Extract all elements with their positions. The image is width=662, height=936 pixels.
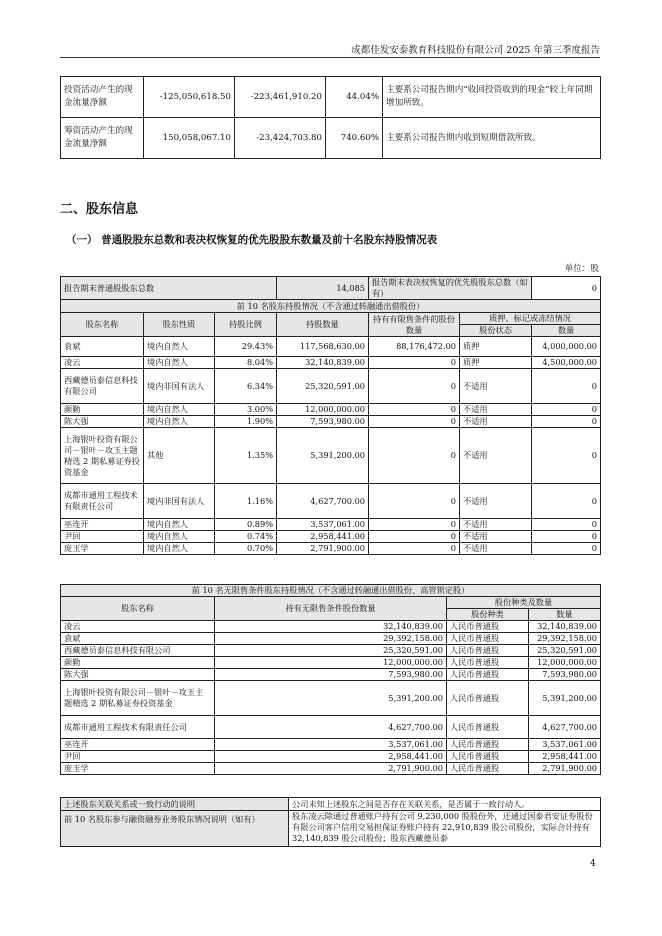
total-holders-value: 14,085: [277, 277, 369, 300]
cashflow-previous: -223,461,910.20: [235, 77, 326, 118]
unrestricted-shares: 2,791,900.00: [215, 763, 447, 775]
shareholder-status: 质押: [460, 337, 532, 357]
unrestricted-shares: 12,000,000.00: [215, 657, 447, 669]
cashflow-item: 筹资活动产生的现金流量净额: [61, 118, 144, 159]
unl-header-type-group: 股份种类及数量: [447, 597, 601, 609]
shareholder-qty: 0: [532, 531, 601, 543]
shareholder-name: 西藏德员泰信息科技有限公司: [61, 369, 144, 404]
unrestricted-qty: 2,791,900.00: [529, 763, 601, 775]
shareholder-restricted: 0: [369, 357, 460, 369]
shareholder-status: 不适用: [460, 484, 532, 519]
unrestricted-name: 巫连开: [61, 739, 215, 751]
unrestricted-type: 人民币普通股: [447, 681, 529, 716]
unrestricted-type: 人民币普通股: [447, 657, 529, 669]
unrestricted-name: 颜勤: [61, 657, 215, 669]
unrestricted-qty: 32,140,839.00: [529, 621, 601, 633]
unrestricted-shares: 4,627,700.00: [215, 716, 447, 739]
unrestricted-qty: 7,593,980.00: [529, 669, 601, 681]
header-ratio: 持股比例: [215, 313, 277, 337]
shareholder-name: 上海银叶投资有限公司－银叶－攻玉主题精选 2 期私募证券投资基金: [61, 428, 144, 484]
shareholder-status: 质押: [460, 357, 532, 369]
shareholder-restricted: 0: [369, 519, 460, 531]
shareholder-ratio: 8.04%: [215, 357, 277, 369]
unrestricted-shareholders-table: [60, 584, 601, 775]
unrestricted-name: 凌云: [61, 621, 215, 633]
unrestricted-row: [61, 645, 601, 657]
shareholder-shares: 117,568,630.00: [277, 337, 369, 357]
unrestricted-shares: 29,392,158.00: [215, 633, 447, 645]
header-nature: 股东性质: [144, 313, 215, 337]
shareholder-ratio: 0.74%: [215, 531, 277, 543]
header-pledge-group: 质押、标记或冻结情况: [460, 313, 601, 325]
unrestricted-name: 上海银叶投资有限公司－银叶－攻玉主题精选 2 期私募证券投资基金: [61, 681, 215, 716]
unrestricted-type: 人民币普通股: [447, 739, 529, 751]
unrestricted-row: [61, 763, 601, 775]
shareholder-shares: 5,391,200.00: [277, 428, 369, 484]
shareholder-qty: 4,000,000.00: [532, 337, 601, 357]
shareholder-name: 庞玉学: [61, 543, 144, 555]
shareholder-shares: 7,593,980.00: [277, 416, 369, 428]
shareholder-row: [61, 416, 601, 428]
unrestricted-name: 尹回: [61, 751, 215, 763]
pref-holders-value: 0: [532, 277, 601, 300]
shareholder-ratio: 1.16%: [215, 484, 277, 519]
shareholder-status: 不适用: [460, 428, 532, 484]
cashflow-row: [61, 118, 601, 159]
shareholder-status: 不适用: [460, 369, 532, 404]
shareholder-restricted: 0: [369, 404, 460, 416]
shareholder-name: 巫连开: [61, 519, 144, 531]
relation-text: 公司未知上述股东之间是否存在关联关系，是否属于一致行动人。: [289, 798, 601, 811]
shareholder-row: [61, 519, 601, 531]
top10-shareholders-table: [60, 276, 601, 555]
shareholder-restricted: 0: [369, 484, 460, 519]
shareholder-name: 颜勤: [61, 404, 144, 416]
shareholder-ratio: 6.34%: [215, 369, 277, 404]
unrestricted-row: [61, 681, 601, 716]
unrestricted-shares: 7,593,980.00: [215, 669, 447, 681]
shareholder-name: 尹回: [61, 531, 144, 543]
unrestricted-row: [61, 633, 601, 645]
unrestricted-shares: 2,958,441.00: [215, 751, 447, 763]
unrestricted-type: 人民币普通股: [447, 751, 529, 763]
section-title: 二、股东信息: [60, 202, 139, 217]
shareholder-status: 不适用: [460, 531, 532, 543]
shareholder-ratio: 0.70%: [215, 543, 277, 555]
unrestricted-title: 前 10 名无限售条件股东持股情况（不含通过转融通出借股份、高管锁定股）: [61, 585, 601, 597]
shareholder-row: [61, 428, 601, 484]
unrestricted-qty: 4,627,700.00: [529, 716, 601, 739]
unrestricted-row: [61, 657, 601, 669]
unrestricted-row: [61, 669, 601, 681]
shareholder-name: 袁斌: [61, 337, 144, 357]
shareholder-restricted: 0: [369, 428, 460, 484]
unrestricted-qty: 25,320,591.00: [529, 645, 601, 657]
shareholder-status: 不适用: [460, 416, 532, 428]
cashflow-row: [61, 77, 601, 118]
shareholder-row: [61, 531, 601, 543]
unrestricted-row: [61, 621, 601, 633]
unl-header-shares: 持有无限售条件股份数量: [215, 597, 447, 621]
shareholder-qty: 4,500,000.00: [532, 357, 601, 369]
total-holders-label: 报告期末普通股股东总数: [61, 277, 277, 300]
shareholder-nature: 境内自然人: [144, 404, 215, 416]
unrestricted-qty: 5,391,200.00: [529, 681, 601, 716]
shareholder-ratio: 1.90%: [215, 416, 277, 428]
header-status: 股份状态: [460, 325, 532, 337]
unrestricted-qty: 29,392,158.00: [529, 633, 601, 645]
unrestricted-type: 人民币普通股: [447, 621, 529, 633]
shareholder-status: 不适用: [460, 543, 532, 555]
unrestricted-type: 人民币普通股: [447, 645, 529, 657]
shareholder-restricted: 0: [369, 416, 460, 428]
unrestricted-type: 人民币普通股: [447, 763, 529, 775]
shareholder-nature: 其他: [144, 428, 215, 484]
shareholder-row: [61, 369, 601, 404]
shareholder-name: 陈大强: [61, 416, 144, 428]
shareholder-ratio: 0.89%: [215, 519, 277, 531]
notes-table: [60, 797, 601, 847]
header-shares: 持股数量: [277, 313, 369, 337]
unrestricted-name: 西藏德员泰信息科技有限公司: [61, 645, 215, 657]
page-header: 成都佳发安泰教育科技股份有限公司 2025 年第三季度报告: [351, 45, 600, 56]
shareholder-shares: 3,537,061.00: [277, 519, 369, 531]
shareholder-qty: 0: [532, 428, 601, 484]
cashflow-change: 44.04%: [326, 77, 383, 118]
unrestricted-name: 陈大强: [61, 669, 215, 681]
shareholder-nature: 境内自然人: [144, 337, 215, 357]
cashflow-previous: -23,424,703.80: [235, 118, 326, 159]
unrestricted-shares: 25,320,591.00: [215, 645, 447, 657]
shareholder-nature: 境内自然人: [144, 531, 215, 543]
relation-label: 上述股东关联关系或一致行动的说明: [61, 798, 289, 811]
unrestricted-type: 人民币普通股: [447, 669, 529, 681]
shareholder-qty: 0: [532, 484, 601, 519]
section-subtitle: （一） 普通股股东总数和表决权恢复的优先股股东数量及前十名股东持股情况表: [66, 234, 438, 246]
unrestricted-type: 人民币普通股: [447, 716, 529, 739]
shareholder-shares: 25,320,591.00: [277, 369, 369, 404]
shareholder-nature: 境内自然人: [144, 357, 215, 369]
cashflow-reason: 主要系公司报告期内收到短期借款所致。: [383, 118, 601, 159]
cashflow-table: [60, 76, 601, 159]
unrestricted-row: [61, 739, 601, 751]
shareholder-status: 不适用: [460, 404, 532, 416]
shareholder-restricted: 88,176,472.00: [369, 337, 460, 357]
shareholder-nature: 境内非国有法人: [144, 369, 215, 404]
shareholder-shares: 12,000,000.00: [277, 404, 369, 416]
header-rule: [60, 57, 600, 58]
shareholder-row: [61, 404, 601, 416]
unrestricted-type: 人民币普通股: [447, 633, 529, 645]
shareholder-shares: 2,791,900.00: [277, 543, 369, 555]
unrestricted-name: 袁斌: [61, 633, 215, 645]
unrestricted-qty: 12,000,000.00: [529, 657, 601, 669]
unrestricted-shares: 3,537,061.00: [215, 739, 447, 751]
shareholder-nature: 境内自然人: [144, 543, 215, 555]
header-restricted: 持有有限售条件的股份数量: [369, 313, 460, 337]
shareholder-qty: 0: [532, 543, 601, 555]
page-number: 4: [590, 859, 596, 869]
shareholder-qty: 0: [532, 519, 601, 531]
shareholder-shares: 32,140,839.00: [277, 357, 369, 369]
unrestricted-name: 庞玉学: [61, 763, 215, 775]
cashflow-current: -125,050,618.50: [144, 77, 235, 118]
shareholder-nature: 境内自然人: [144, 416, 215, 428]
shareholder-restricted: 0: [369, 531, 460, 543]
shareholder-ratio: 1.35%: [215, 428, 277, 484]
unl-header-qty: 数量: [529, 609, 601, 621]
shareholder-name: 成都市通用工程技术有限责任公司: [61, 484, 144, 519]
shareholder-ratio: 3.00%: [215, 404, 277, 416]
shareholder-name: 凌云: [61, 357, 144, 369]
pref-holders-label: 报告期末表决权恢复的优先股股东总数（如有）: [369, 277, 532, 300]
shareholder-restricted: 0: [369, 369, 460, 404]
shareholder-restricted: 0: [369, 543, 460, 555]
shareholder-qty: 0: [532, 416, 601, 428]
shareholder-row: [61, 337, 601, 357]
unrestricted-shares: 5,391,200.00: [215, 681, 447, 716]
cashflow-item: 投资活动产生的现金流量净额: [61, 77, 144, 118]
cashflow-current: 150,058,067.10: [144, 118, 235, 159]
shareholder-nature: 境内自然人: [144, 519, 215, 531]
unrestricted-qty: 2,958,441.00: [529, 751, 601, 763]
shareholder-shares: 4,627,700.00: [277, 484, 369, 519]
header-name: 股东名称: [61, 313, 144, 337]
unrestricted-qty: 3,537,061.00: [529, 739, 601, 751]
unrestricted-row: [61, 751, 601, 763]
margin-label: 前 10 名股东参与融资融券业务股东情况说明（如有）: [61, 811, 289, 847]
unit-label: 单位：股: [564, 264, 599, 274]
header-qty: 数量: [532, 325, 601, 337]
unrestricted-name: 成都市通用工程技术有限责任公司: [61, 716, 215, 739]
unl-header-name: 股东名称: [61, 597, 215, 621]
shareholder-ratio: 29.43%: [215, 337, 277, 357]
shareholder-qty: 0: [532, 369, 601, 404]
margin-text: 股东凌云除通过普通账户持有公司 9,230,000 股股份外，还通过国泰君安证券股份有限公司客户信用交易担保证券账户持有 22,910,839 股公司股份，实际合计持有 32,140,839 股公司股份；股东西藏德员泰: [289, 811, 601, 847]
cashflow-change: 740.60%: [326, 118, 383, 159]
top10-title: 前 10 名股东持股情况（不含通过转融通出借股份）: [61, 300, 601, 313]
unrestricted-shares: 32,140,839.00: [215, 621, 447, 633]
unl-header-type: 股份种类: [447, 609, 529, 621]
shareholder-row: [61, 357, 601, 369]
shareholder-row: [61, 484, 601, 519]
shareholder-row: [61, 543, 601, 555]
cashflow-reason: 主要系公司报告期内“收回投资收到的现金”较上年同期增加所致。: [383, 77, 601, 118]
shareholder-shares: 2,958,441.00: [277, 531, 369, 543]
shareholder-status: 不适用: [460, 519, 532, 531]
unrestricted-row: [61, 716, 601, 739]
shareholder-nature: 境内非国有法人: [144, 484, 215, 519]
shareholder-qty: 0: [532, 404, 601, 416]
